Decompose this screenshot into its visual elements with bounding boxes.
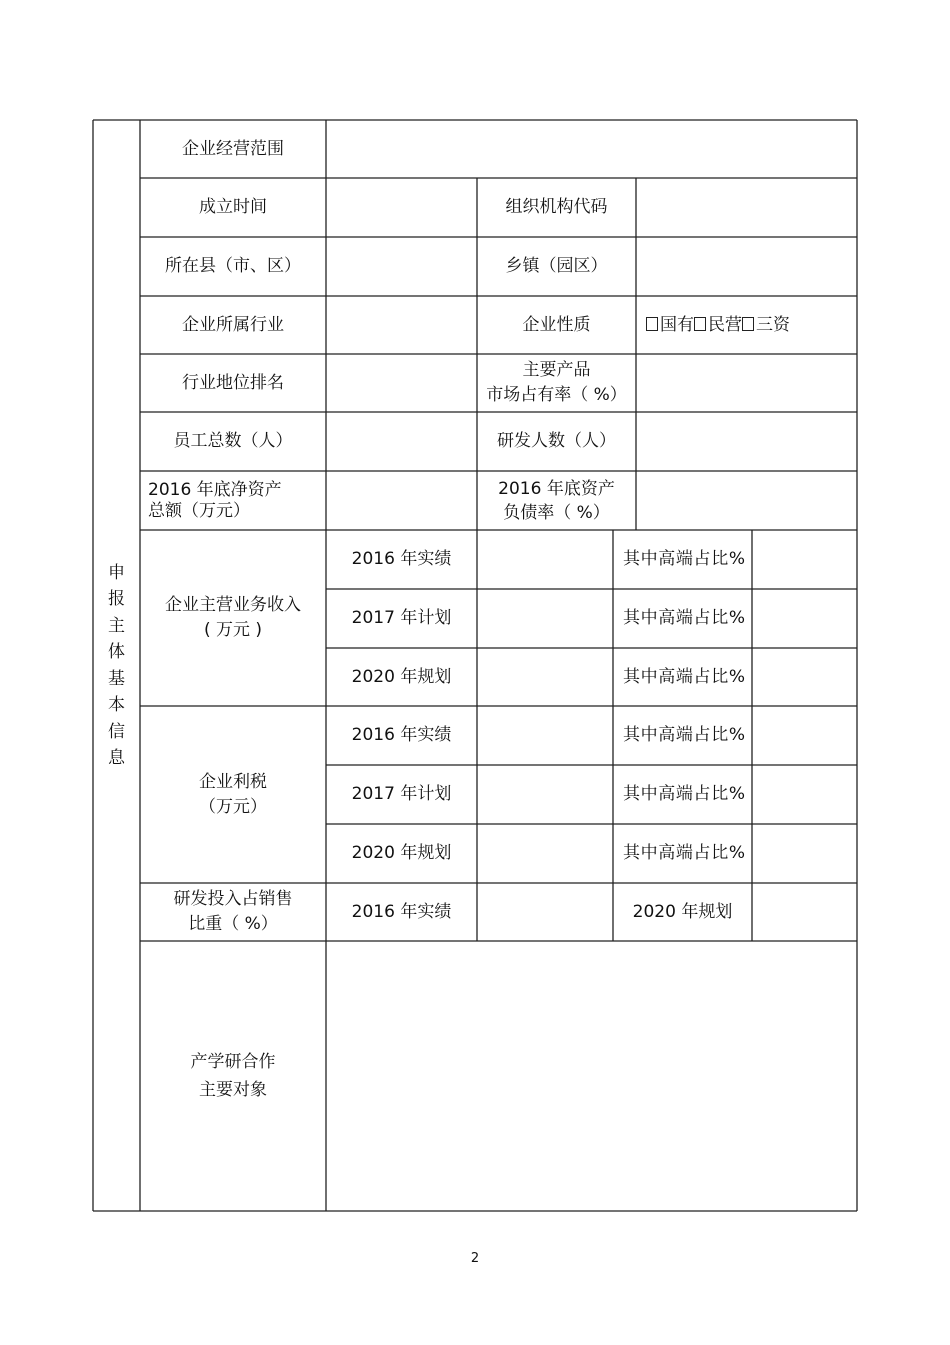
input-rd-2020-plan[interactable] bbox=[752, 883, 857, 941]
input-town[interactable] bbox=[636, 237, 857, 296]
input-revenue-2017-plan[interactable] bbox=[477, 589, 613, 648]
high-end-share-text: 其中高端占比% bbox=[623, 608, 745, 628]
side-label-char: 主 bbox=[108, 615, 125, 636]
label-net-assets-2016: 2016 年底净资产 总额（万元） bbox=[148, 479, 282, 521]
enterprise-nature-options bbox=[636, 296, 857, 354]
input-profit-2016-actual[interactable] bbox=[477, 706, 613, 765]
label-revenue-2020-high-end-share bbox=[613, 648, 752, 706]
label-profit-2017-plan: 2017 年计划 bbox=[351, 784, 452, 804]
side-label-char: 报 bbox=[108, 589, 125, 609]
label-founded-date: 成立时间 bbox=[199, 197, 267, 217]
option-private-label: 民营 bbox=[708, 314, 742, 335]
input-revenue-2020-plan[interactable] bbox=[477, 648, 613, 706]
input-industry-ranking[interactable] bbox=[326, 354, 477, 412]
input-rd-2016-actual[interactable] bbox=[477, 883, 613, 941]
input-industry[interactable] bbox=[326, 296, 477, 354]
option-foreign-funded[interactable] bbox=[742, 313, 790, 338]
label-county: 所在县（市、区） bbox=[165, 256, 301, 276]
label-profit-2016-high-end-share bbox=[613, 706, 752, 765]
option-state-owned-label: 国有 bbox=[660, 314, 694, 335]
label-revenue-2017-plan: 2017 年计划 bbox=[351, 608, 452, 628]
label-profit-2020-high-end-share bbox=[613, 824, 752, 883]
label-rd-2020-plan: 2020 年规划 bbox=[632, 901, 733, 922]
label-rd-2016-actual: 2016 年实绩 bbox=[351, 901, 452, 922]
side-label-char: 申 bbox=[108, 562, 125, 583]
input-research-partners[interactable] bbox=[326, 941, 857, 1211]
input-employee-count[interactable] bbox=[326, 412, 477, 471]
input-profit-2017-plan[interactable] bbox=[477, 765, 613, 824]
high-end-share-text: 其中高端占比% bbox=[623, 784, 745, 804]
side-label-char: 本 bbox=[108, 695, 125, 715]
label-profit-tax: 企业利税 （万元） bbox=[199, 771, 267, 817]
high-end-share-text: 其中高端占比% bbox=[623, 549, 745, 569]
input-founded-date[interactable] bbox=[326, 178, 477, 237]
input-revenue-2017-high-end-share[interactable] bbox=[752, 589, 857, 648]
label-debt-ratio-2016: 2016 年底资产 负债率（ %） bbox=[498, 478, 615, 523]
label-main-business-revenue: 企业主营业务收入 ( 万元 ) bbox=[165, 595, 301, 640]
side-label-char: 信 bbox=[108, 721, 125, 742]
input-org-code[interactable] bbox=[636, 178, 857, 237]
label-revenue-2016-high-end-share bbox=[613, 530, 752, 589]
input-revenue-2016-high-end-share[interactable] bbox=[752, 530, 857, 589]
label-profit-2020-plan: 2020 年规划 bbox=[351, 843, 452, 863]
option-foreign-funded-label: 三资 bbox=[756, 314, 790, 335]
label-industry-ranking: 行业地位排名 bbox=[182, 372, 284, 393]
high-end-share-text: 其中高端占比% bbox=[623, 666, 745, 687]
input-rd-staff[interactable] bbox=[636, 412, 857, 471]
input-county[interactable] bbox=[326, 237, 477, 296]
input-profit-2020-high-end-share[interactable] bbox=[752, 824, 857, 883]
label-industry: 企业所属行业 bbox=[182, 314, 284, 335]
label-town: 乡镇（园区） bbox=[505, 256, 608, 276]
side-label-applicant-info bbox=[93, 120, 140, 1211]
input-profit-2017-high-end-share[interactable] bbox=[752, 765, 857, 824]
label-revenue-2017-high-end-share bbox=[613, 589, 752, 648]
label-revenue-2020-plan: 2020 年规划 bbox=[351, 666, 452, 687]
label-rd-investment-ratio: 研发投入占销售 比重（ %） bbox=[173, 889, 293, 934]
input-profit-2020-plan[interactable] bbox=[477, 824, 613, 883]
label-rd-staff: 研发人数（人） bbox=[497, 431, 616, 451]
label-revenue-2016-actual: 2016 年实绩 bbox=[351, 549, 452, 569]
high-end-share-text: 其中高端占比% bbox=[623, 725, 745, 745]
input-revenue-2016-actual[interactable] bbox=[477, 530, 613, 589]
label-business-scope: 企业经营范围 bbox=[182, 138, 284, 159]
option-state-owned[interactable] bbox=[646, 313, 694, 338]
input-net-assets-2016[interactable] bbox=[326, 471, 477, 530]
side-label-text bbox=[108, 560, 125, 772]
option-private[interactable] bbox=[694, 313, 742, 338]
input-business-scope[interactable] bbox=[326, 120, 857, 178]
input-profit-2016-high-end-share[interactable] bbox=[752, 706, 857, 765]
input-revenue-2020-high-end-share[interactable] bbox=[752, 648, 857, 706]
label-market-share: 主要产品 市场占有率（ %） bbox=[486, 360, 627, 405]
side-label-char: 基 bbox=[108, 668, 125, 689]
label-org-code: 组织机构代码 bbox=[505, 197, 608, 217]
checkbox-state-owned[interactable] bbox=[646, 317, 658, 331]
label-employee-count: 员工总数（人） bbox=[173, 431, 293, 451]
input-debt-ratio-2016[interactable] bbox=[636, 471, 857, 530]
label-research-partners: 产学研合作 主要对象 bbox=[190, 1052, 276, 1100]
checkbox-foreign-funded[interactable] bbox=[742, 317, 754, 331]
label-enterprise-nature: 企业性质 bbox=[522, 314, 591, 335]
checkbox-private[interactable] bbox=[694, 317, 706, 331]
side-label-char: 体 bbox=[108, 642, 125, 662]
label-profit-2016-actual: 2016 年实绩 bbox=[351, 725, 452, 745]
high-end-share-text: 其中高端占比% bbox=[623, 843, 745, 863]
input-market-share[interactable] bbox=[636, 354, 857, 412]
label-profit-2017-high-end-share bbox=[613, 765, 752, 824]
page-number: 2 bbox=[470, 1251, 480, 1266]
side-label-char: 息 bbox=[108, 748, 125, 768]
